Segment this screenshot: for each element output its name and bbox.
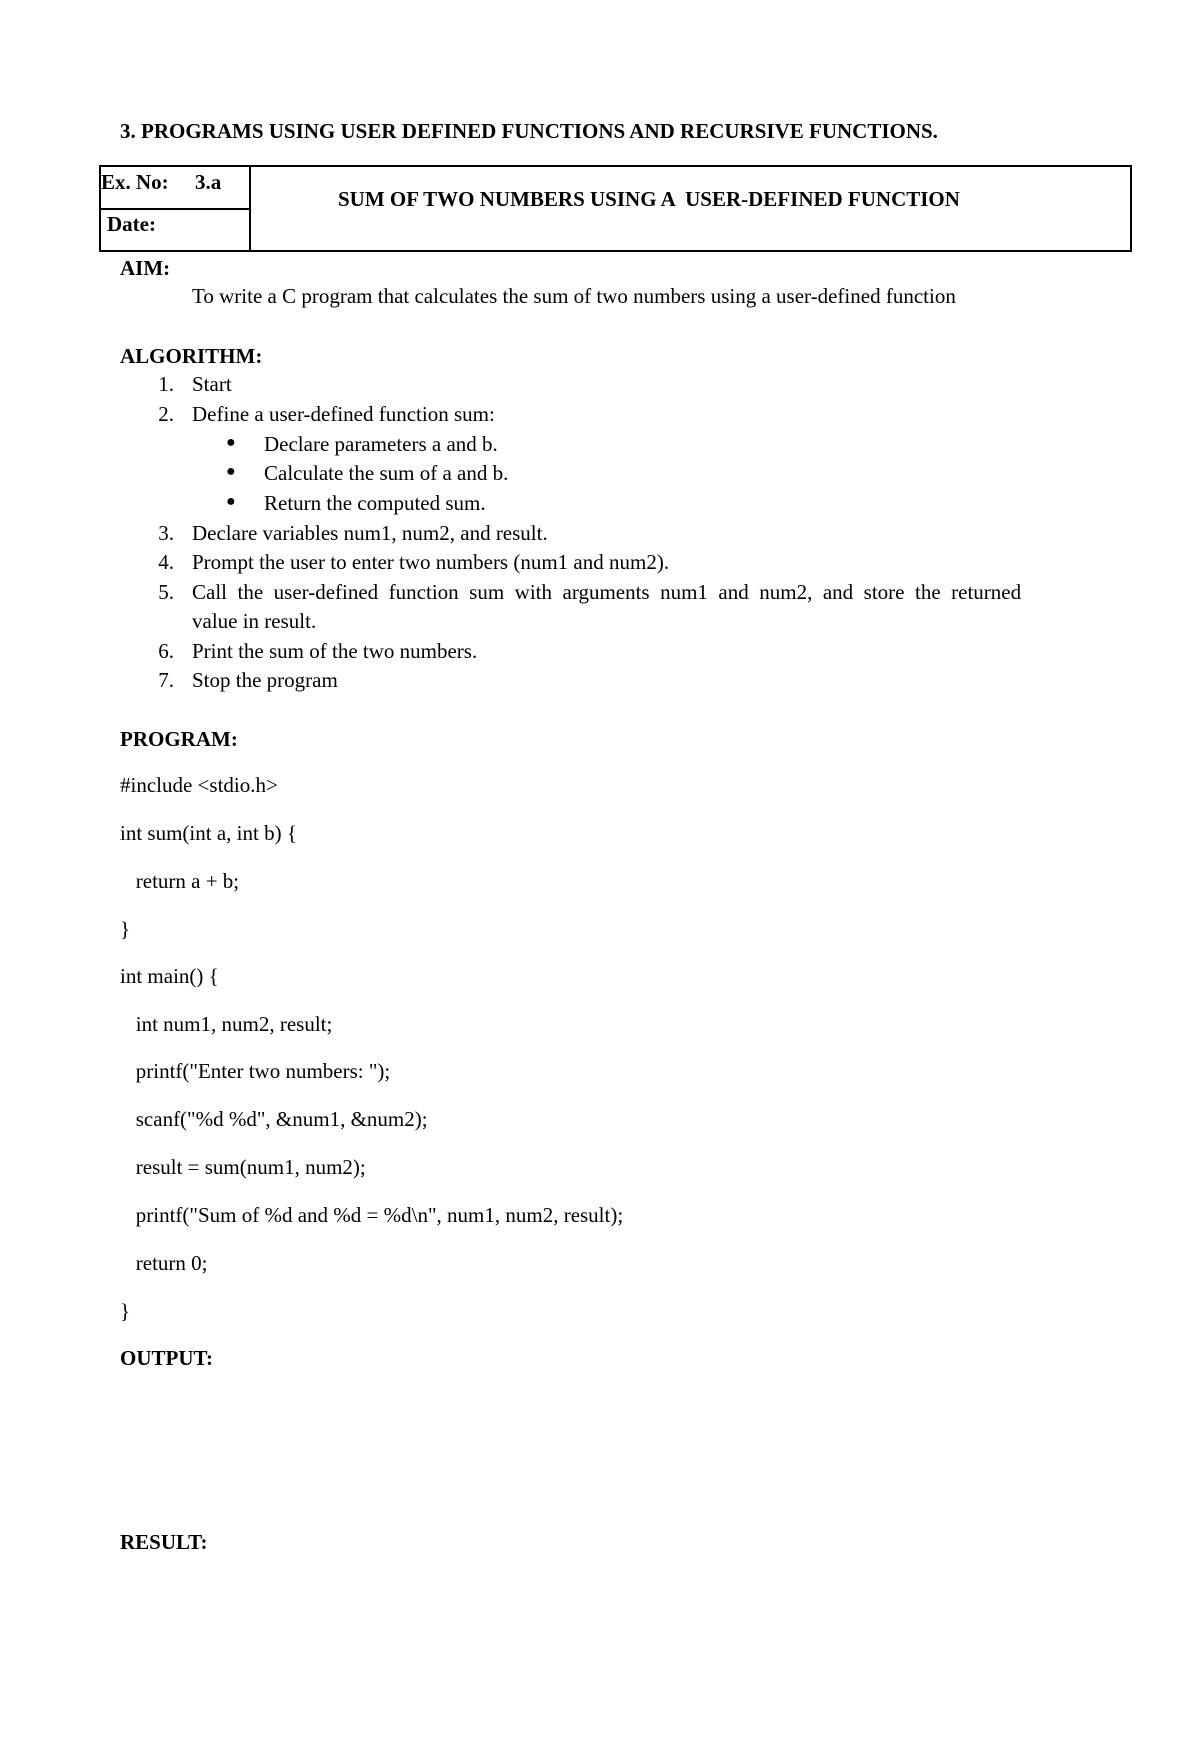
step-number: 3. <box>158 521 174 545</box>
code-line: return a + b; <box>120 869 240 893</box>
code-line: } <box>120 1299 131 1323</box>
step-text: Declare variables num1, num2, and result. <box>192 521 548 545</box>
ex-no-label: Ex. No: <box>101 170 169 194</box>
code-line: printf("Sum of %d and %d = %d\n", num1, num2, result); <box>120 1203 624 1227</box>
bullet-icon: ● <box>226 463 236 480</box>
exercise-title: SUM OF TWO NUMBERS USING A USER-DEFINED FUNCTION <box>338 187 960 211</box>
section-title: 3. PROGRAMS USING USER DEFINED FUNCTIONS AND RECURSIVE FUNCTIONS. <box>120 119 938 143</box>
step-text: Start <box>192 372 232 396</box>
step-number: 6. <box>158 639 174 663</box>
sub-step-text: Declare parameters a and b. <box>264 432 498 456</box>
step-text-continued: value in result. <box>192 609 317 633</box>
output-label: OUTPUT: <box>120 1346 213 1370</box>
step-number: 2. <box>158 402 174 426</box>
table-divider-horizontal <box>101 208 250 210</box>
code-line: int sum(int a, int b) { <box>120 821 297 845</box>
step-text: Print the sum of the two numbers. <box>192 639 478 663</box>
step-number: 1. <box>158 372 174 396</box>
result-label: RESULT: <box>120 1530 208 1554</box>
step-number: 5. <box>158 580 174 604</box>
code-line: int main() { <box>120 964 219 988</box>
exercise-header-table <box>99 165 1132 252</box>
step-number: 7. <box>158 668 174 692</box>
code-line: return 0; <box>120 1251 208 1275</box>
program-label: PROGRAM: <box>120 727 238 751</box>
step-text: Call the user-defined function sum with arguments num1 and num2, and store the returned <box>192 580 1022 604</box>
code-line: scanf("%d %d", &num1, &num2); <box>120 1107 428 1131</box>
date-label: Date: <box>107 212 156 236</box>
step-text: Stop the program <box>192 668 338 692</box>
code-line: #include <stdio.h> <box>120 773 278 797</box>
step-text: Prompt the user to enter two numbers (num1 and num2). <box>192 550 670 574</box>
code-line: result = sum(num1, num2); <box>120 1155 366 1179</box>
algorithm-label: ALGORITHM: <box>120 344 263 368</box>
code-line: } <box>120 917 131 941</box>
bullet-icon: ● <box>226 493 236 510</box>
code-line: printf("Enter two numbers: "); <box>120 1059 391 1083</box>
aim-label: AIM: <box>120 256 171 280</box>
aim-text: To write a C program that calculates the sum of two numbers using a user-defined function <box>192 284 956 308</box>
step-text: Define a user-defined function sum: <box>192 402 495 426</box>
ex-no-value: 3.a <box>195 170 222 194</box>
sub-step-text: Return the computed sum. <box>264 491 486 515</box>
code-line: int num1, num2, result; <box>120 1012 333 1036</box>
bullet-icon: ● <box>226 434 236 451</box>
sub-step-text: Calculate the sum of a and b. <box>264 461 509 485</box>
step-number: 4. <box>158 550 174 574</box>
